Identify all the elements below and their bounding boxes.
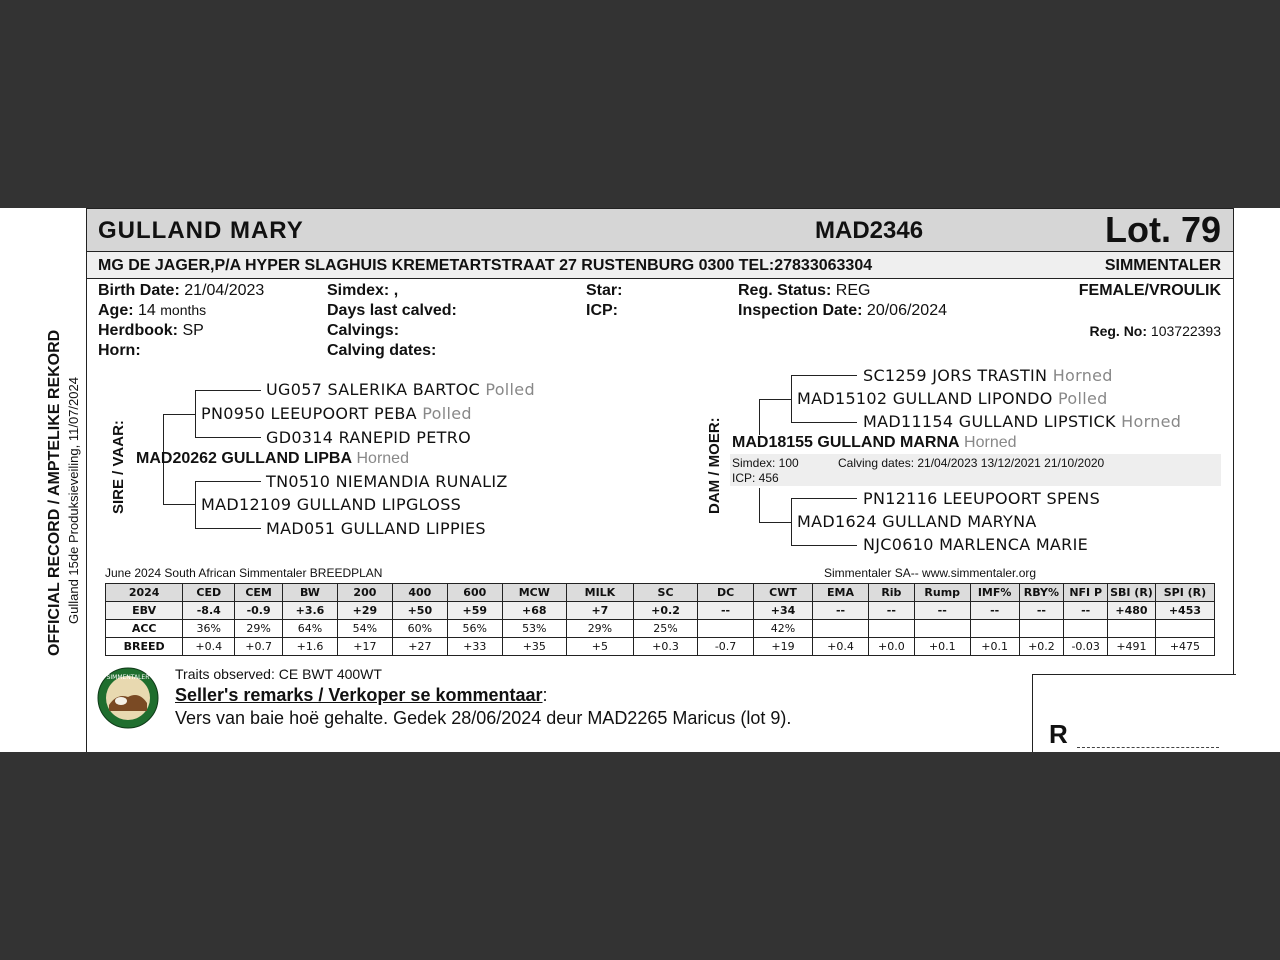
- lot-card: [86, 208, 1234, 752]
- dam-calving-dates: Calving dates: 21/04/2023 13/12/2021 21/10/2020: [838, 456, 1105, 470]
- dam-simdex: Simdex: 100: [732, 456, 799, 470]
- price-field[interactable]: [1077, 733, 1219, 748]
- breedplan-header-cell: 2024: [106, 584, 183, 602]
- breedplan-header-row: [106, 584, 1215, 602]
- reg-no-label: Reg. No:: [1089, 323, 1148, 339]
- breedplan-header-cell: CED: [183, 584, 235, 602]
- price-box: [1032, 674, 1236, 752]
- owner-details: MG DE JAGER,P/A HYPER SLAGHUIS KREMETARTSTRAAT 27 RUSTENBURG 0300 TEL:27833063304: [98, 257, 873, 274]
- breedplan-cell: 64%: [283, 620, 338, 638]
- breedplan-cell: --: [698, 602, 754, 620]
- sire-dam-dam: MAD051 GULLAND LIPPIES: [266, 519, 486, 538]
- breedplan-cell: +480: [1108, 602, 1156, 620]
- breedplan-cell: 56%: [447, 620, 502, 638]
- breedplan-header-cell: Rump: [914, 584, 970, 602]
- breedplan-header-cell: CWT: [754, 584, 813, 602]
- animal-name: GULLAND MARY: [98, 217, 304, 244]
- breedplan-cell: --: [970, 602, 1019, 620]
- breedplan-cell: +33: [447, 638, 502, 656]
- sire-name: MAD20262 GULLAND LIPBA Horned: [136, 450, 409, 467]
- breedplan-cell: 60%: [392, 620, 447, 638]
- breedplan-cell: +59: [447, 602, 502, 620]
- inspection-date-value: 20/06/2024: [866, 302, 947, 319]
- breedplan-cell: +0.4: [183, 638, 235, 656]
- lot-number: Lot. 79: [1104, 209, 1221, 250]
- calving-dates-label: Calving dates:: [327, 342, 437, 359]
- breedplan-header-cell: 600: [447, 584, 502, 602]
- breedplan-header-cell: CEM: [235, 584, 283, 602]
- breedplan-header-cell: DC: [698, 584, 754, 602]
- star-label: Star:: [586, 282, 623, 299]
- price-symbol: R: [1049, 719, 1068, 749]
- breedplan-cell: +17: [337, 638, 392, 656]
- icp-label: ICP:: [586, 302, 618, 319]
- breedplan-row-label: BREED: [106, 638, 183, 656]
- breedplan-cell: -0.03: [1064, 638, 1108, 656]
- breedplan-cell: +3.6: [283, 602, 338, 620]
- logo-text: SIMMENTALER: [106, 674, 150, 681]
- remarks-heading: Seller's remarks / Verkoper se kommentaar:: [175, 685, 548, 705]
- breedplan-cell: --: [868, 602, 914, 620]
- breedplan-cell: +453: [1155, 602, 1214, 620]
- horn-label: Horn:: [98, 342, 141, 359]
- breedplan-header-cell: 400: [392, 584, 447, 602]
- traits-observed: Traits observed: CE BWT 400WT: [175, 666, 382, 682]
- dam-sire-dam: MAD11154 GULLAND LIPSTICK Horned: [863, 412, 1182, 431]
- breedplan-cell: +50: [392, 602, 447, 620]
- dam-sire: MAD15102 GULLAND LIPONDO Polled: [797, 389, 1108, 408]
- breedplan-cell: -0.9: [235, 602, 283, 620]
- breedplan-cell: --: [1064, 602, 1108, 620]
- breedplan-cell: +27: [392, 638, 447, 656]
- breedplan-cell: [813, 620, 869, 638]
- association-logo: [97, 667, 159, 729]
- breedplan-header-cell: 200: [337, 584, 392, 602]
- simdex-label: Simdex:: [327, 282, 390, 299]
- simmentaler-logo-icon: [97, 667, 159, 729]
- breedplan-cell: [698, 620, 754, 638]
- breedplan-cell: +0.0: [868, 638, 914, 656]
- birth-date-value: 21/04/2023: [184, 282, 265, 299]
- remarks-text: Vers van baie hoë gehalte. Gedek 28/06/2024 deur MAD2265 Maricus (lot 9).: [175, 708, 792, 728]
- reg-no-value: 103722393: [1150, 323, 1221, 339]
- age-label: Age:: [98, 302, 134, 319]
- breedplan-cell: [1108, 620, 1156, 638]
- breedplan-cell: --: [813, 602, 869, 620]
- breedplan-cell: 54%: [337, 620, 392, 638]
- breedplan-row-ebv: [106, 602, 1215, 620]
- herdbook-label: Herdbook:: [98, 322, 178, 339]
- breedplan-cell: +0.3: [633, 638, 697, 656]
- remarks-title: Seller's remarks / Verkoper se kommentaar: [175, 685, 543, 705]
- breedplan-cell: -0.7: [698, 638, 754, 656]
- breedplan-cell: [914, 620, 970, 638]
- sire-dam-sire: TN0510 NIEMANDIA RUNALIZ: [266, 472, 508, 491]
- breedplan-cell: [1064, 620, 1108, 638]
- breedplan-cell: +7: [566, 602, 633, 620]
- sire-sire-sire: UG057 SALERIKA BARTOC Polled: [266, 380, 535, 399]
- breedplan-website: Simmentaler SA-- www.simmentaler.org: [824, 566, 1037, 580]
- simdex-row: [327, 282, 398, 300]
- dam-name: MAD18155 GULLAND MARNA Horned: [732, 434, 1017, 451]
- sex-label: FEMALE/VROULIK: [1078, 282, 1221, 299]
- breedplan-row-acc: [106, 620, 1215, 638]
- breedplan-cell: 25%: [633, 620, 697, 638]
- animal-code: MAD2346: [815, 217, 924, 244]
- dam-dam-dam: NJC0610 MARLENCA MARIE: [863, 535, 1089, 554]
- breedplan-header-cell: IMF%: [970, 584, 1019, 602]
- breedplan-caption: June 2024 South African Simmentaler BREEDPLAN: [105, 566, 383, 580]
- reg-no-row: [1089, 323, 1221, 339]
- breedplan-cell: +0.2: [633, 602, 697, 620]
- breedplan-header-cell: MILK: [566, 584, 633, 602]
- dam-sire-sire: SC1259 JORS TRASTIN Horned: [863, 366, 1113, 385]
- dam-icp: ICP: 456: [732, 471, 779, 485]
- sire-dam: MAD12109 GULLAND LIPGLOSS: [201, 495, 462, 514]
- breedplan-cell: +29: [337, 602, 392, 620]
- dam-side-label: DAM / MOER:: [706, 417, 723, 514]
- breedplan-cell: +0.7: [235, 638, 283, 656]
- breedplan-cell: +34: [754, 602, 813, 620]
- breedplan-header-cell: MCW: [502, 584, 566, 602]
- breedplan-cell: +1.6: [283, 638, 338, 656]
- breedplan-header-cell: BW: [283, 584, 338, 602]
- breedplan-cell: +0.2: [1019, 638, 1064, 656]
- breedplan-cell: -8.4: [183, 602, 235, 620]
- breedplan-header-cell: Rib: [868, 584, 914, 602]
- breedplan-row-label: ACC: [106, 620, 183, 638]
- birth-date-label: Birth Date:: [98, 282, 180, 299]
- dam-dam: MAD1624 GULLAND MARYNA: [797, 512, 1037, 531]
- dam-stats-box: [730, 454, 1221, 486]
- sire-side-label: SIRE / VAAR:: [110, 420, 127, 514]
- breedplan-header-cell: EMA: [813, 584, 869, 602]
- breedplan-cell: 53%: [502, 620, 566, 638]
- title-bar: [87, 209, 1233, 252]
- breedplan-cell: +68: [502, 602, 566, 620]
- reg-status-label: Reg. Status:: [738, 282, 832, 299]
- breedplan-cell: 36%: [183, 620, 235, 638]
- breedplan-cell: +0.4: [813, 638, 869, 656]
- breedplan-header-cell: SPI (R): [1155, 584, 1214, 602]
- breedplan-cell: 29%: [235, 620, 283, 638]
- herdbook-row: [98, 322, 204, 340]
- lot-record-page: [0, 208, 1280, 752]
- sire-sire: PN0950 LEEUPOORT PEBA Polled: [201, 404, 472, 423]
- breedplan-row-label: EBV: [106, 602, 183, 620]
- breedplan-header-cell: SBI (R): [1108, 584, 1156, 602]
- breedplan-cell: --: [1019, 602, 1064, 620]
- dam-dam-sire: PN12116 LEEUPOORT SPENS: [863, 489, 1101, 508]
- birth-date-row: [98, 282, 264, 300]
- breedplan-cell: +475: [1155, 638, 1214, 656]
- breedplan-header-cell: NFI P: [1064, 584, 1108, 602]
- age-unit: months: [160, 302, 207, 318]
- breedplan-cell: +0.1: [970, 638, 1019, 656]
- days-last-calved-label: Days last calved:: [327, 302, 457, 319]
- breedplan-cell: 29%: [566, 620, 633, 638]
- breedplan-cell: +35: [502, 638, 566, 656]
- breedplan-cell: --: [914, 602, 970, 620]
- breedplan-cell: +5: [566, 638, 633, 656]
- breedplan-cell: +491: [1108, 638, 1156, 656]
- breedplan-header-cell: SC: [633, 584, 697, 602]
- simdex-value: ,: [393, 282, 399, 299]
- auction-name-label: Gulland 15de Produksieveiling, 11/07/2024: [66, 377, 81, 624]
- inspection-date-label: Inspection Date:: [738, 302, 863, 319]
- breedplan-cell: [970, 620, 1019, 638]
- sire-sire-dam: GD0314 RANEPID PETRO: [266, 428, 472, 447]
- breedplan-cell: [1155, 620, 1214, 638]
- official-record-label: OFFICIAL RECORD / AMPTELIKE REKORD: [46, 329, 63, 656]
- reg-status-value: REG: [835, 282, 871, 299]
- breedplan-cell: 42%: [754, 620, 813, 638]
- breedplan-row-breed: [106, 638, 1215, 656]
- calvings-label: Calvings:: [327, 322, 400, 339]
- owner-bar: [87, 252, 1233, 279]
- breedplan-table: [105, 583, 1215, 656]
- age-value: 14: [138, 302, 156, 319]
- breedplan-cell: +19: [754, 638, 813, 656]
- breed-name: SIMMENTALER: [1104, 257, 1221, 274]
- age-row: [98, 302, 206, 320]
- inspection-date-row: [738, 302, 947, 320]
- herdbook-value: SP: [182, 322, 204, 339]
- breedplan-cell: [1019, 620, 1064, 638]
- reg-status-row: [738, 282, 870, 300]
- breedplan-cell: [868, 620, 914, 638]
- breedplan-header-cell: RBY%: [1019, 584, 1064, 602]
- breedplan-cell: +0.1: [914, 638, 970, 656]
